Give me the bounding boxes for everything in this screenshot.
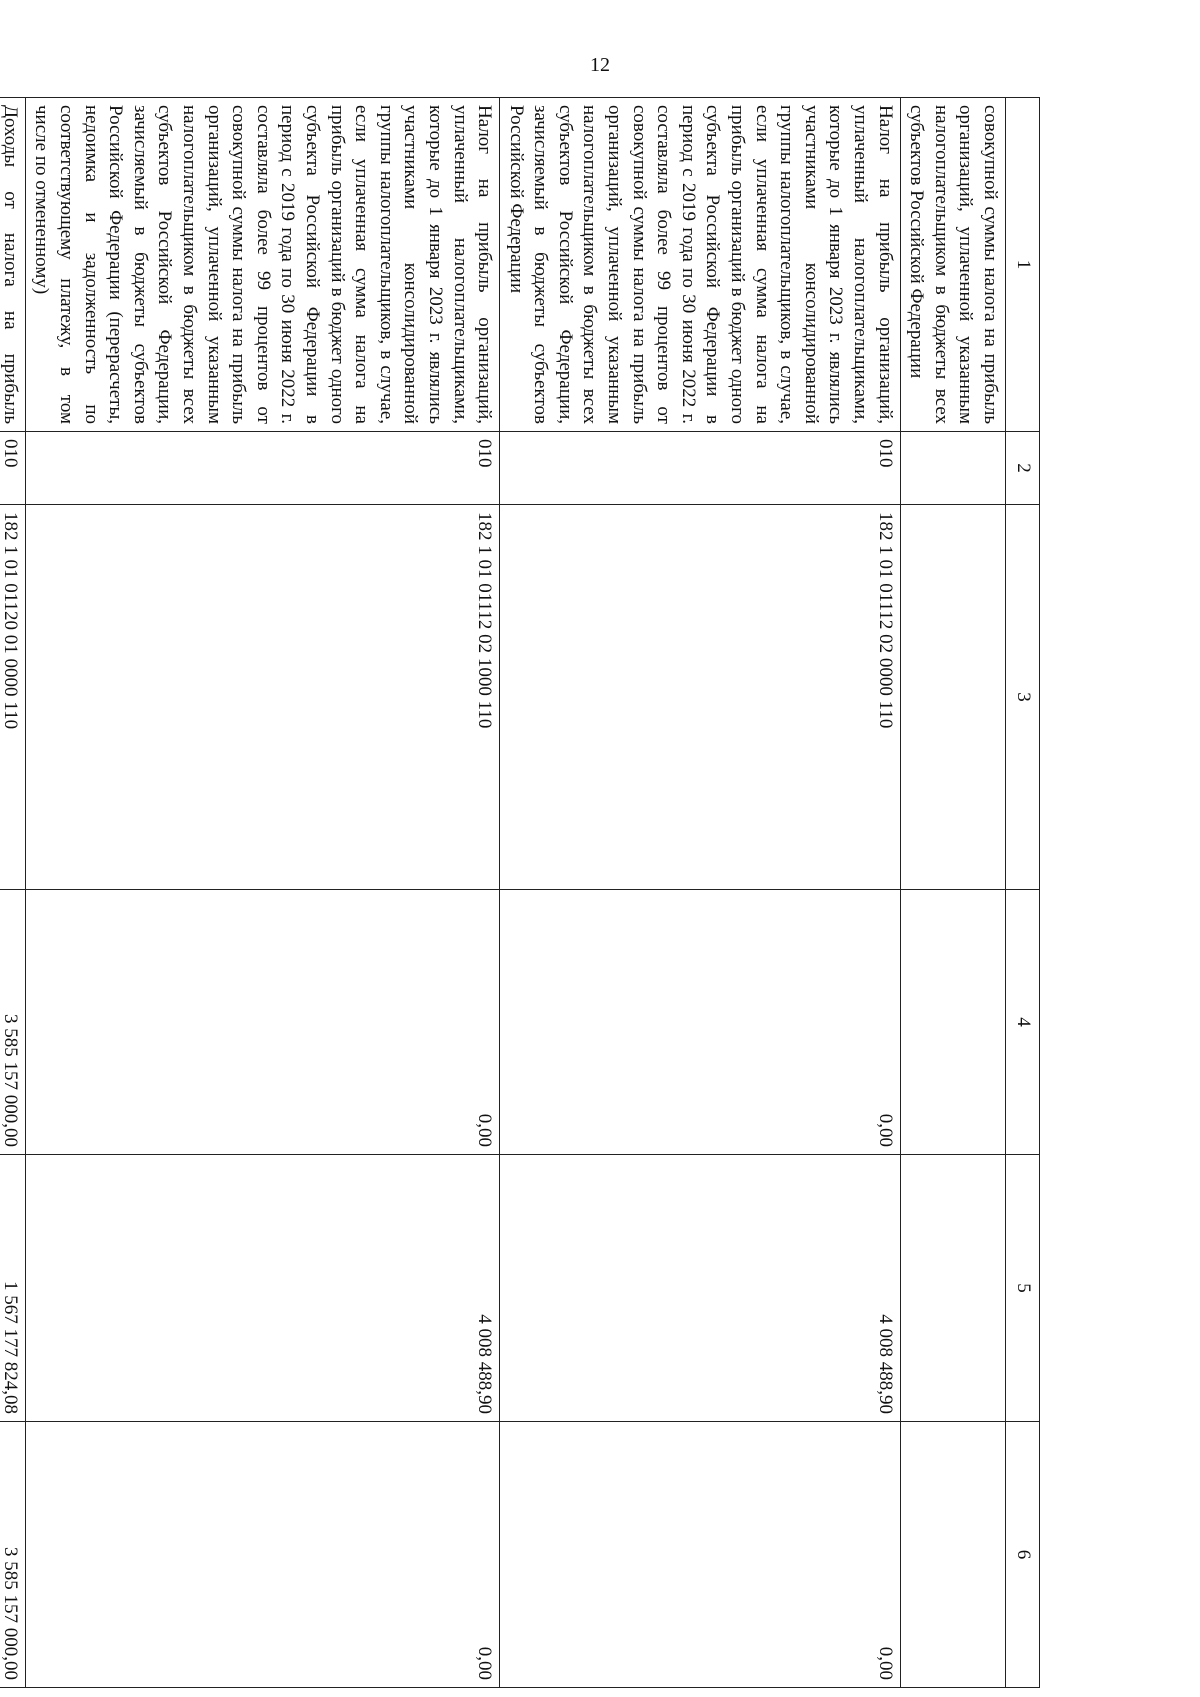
amount-col5-cell: 4 008 488,90	[25, 1155, 499, 1422]
admin-code-cell: 010	[0, 432, 25, 505]
revenue-table	[0, 97, 1040, 1688]
amount-col5-cell	[900, 1155, 1005, 1422]
amount-col5-cell: 4 008 488,90	[500, 1155, 901, 1422]
column-header: 5	[1006, 1155, 1040, 1422]
table-header-row	[1006, 98, 1040, 1688]
admin-code-cell: 010	[25, 432, 499, 505]
kbk-cell: 182 1 01 01112 02 0000 110	[500, 505, 901, 890]
column-header: 2	[1006, 432, 1040, 505]
kbk-cell: 182 1 01 01120 01 0000 110	[0, 505, 25, 890]
amount-col5-cell: 1 567 177 824,08	[0, 1155, 25, 1422]
kbk-cell: 182 1 01 01112 02 1000 110	[25, 505, 499, 890]
table-row	[25, 98, 499, 1688]
amount-col6-cell: 3 585 157 000,00	[0, 1422, 25, 1688]
revenue-name-cell: Налог на прибыль организаций, уплаченный налогоплательщиками, которые до 1 января 2023 г. являлись участниками консолидированной группы налогоплательщиков, в случае, если уплаченная сумма налога на прибыль организаций в бюджет одного субъекта Российской Федерации в период с 2019 года по 30 июня 2022 г. составляла более 99 процентов от совокупной суммы налога на прибыль организаций, уплаченной указанным налогоплательщиком в бюджеты всех субъектов Российской Федерации, зачисляемый в бюджеты субъектов Российской Федерации	[500, 98, 901, 432]
column-header: 4	[1006, 890, 1040, 1155]
admin-code-cell	[900, 432, 1005, 505]
revenue-name-cell: Налог на прибыль организаций, уплаченный налогоплательщиками, которые до 1 января 2023 г. являлись участниками консолидированной группы налогоплательщиков, в случае, если уплаченная сумма налога на прибыль организаций в бюджет одного субъекта Российской Федерации в период с 2019 года по 30 июня 2022 г. составляла более 99 процентов от совокупной суммы налога на прибыль организаций, уплаченной указанным налогоплательщиком в бюджеты всех субъектов Российской Федерации, зачисляемый в бюджеты субъектов Российской Федерации (перерасчеты, недоимка и задолженность по соответствующему платежу, в том числе по отмененному)	[25, 98, 499, 432]
revenue-name-cell: совокупной суммы налога на прибыль организаций, уплаченной указанным налогоплательщиком в бюджеты всех субъектов Российской Федерации	[900, 98, 1005, 432]
amount-col4-cell: 0,00	[500, 890, 901, 1155]
column-header: 6	[1006, 1422, 1040, 1688]
rotated-table-area	[0, 97, 1200, 1680]
revenue-name-cell: Доходы от налога на прибыль	[0, 98, 25, 432]
table-row	[900, 98, 1005, 1688]
page-number: 12	[590, 54, 610, 76]
amount-col6-cell	[900, 1422, 1005, 1688]
amount-col4-cell: 3 585 157 000,00	[0, 890, 25, 1155]
kbk-cell	[900, 505, 1005, 890]
amount-col4-cell	[900, 890, 1005, 1155]
amount-col6-cell: 0,00	[500, 1422, 901, 1688]
column-header: 1	[1006, 98, 1040, 432]
column-header: 3	[1006, 505, 1040, 890]
amount-col6-cell: 0,00	[25, 1422, 499, 1688]
admin-code-cell: 010	[500, 432, 901, 505]
table-row	[500, 98, 901, 1688]
table-row	[0, 98, 25, 1688]
amount-col4-cell: 0,00	[25, 890, 499, 1155]
